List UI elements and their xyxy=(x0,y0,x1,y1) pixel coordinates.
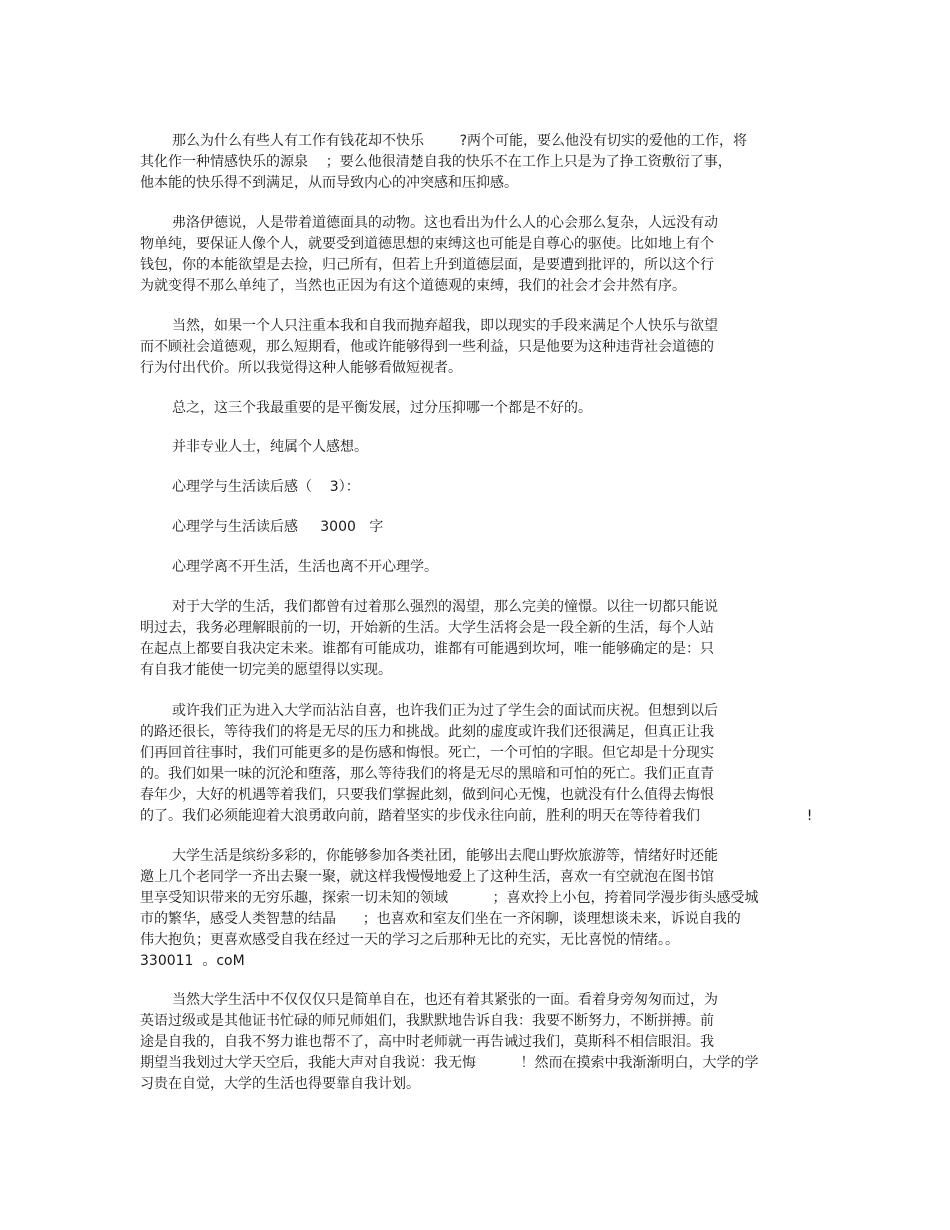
paragraph-9 xyxy=(140,597,800,681)
text-line: 心理学与生活读后感 3000 字 xyxy=(172,519,384,535)
text-line: 当然，如果一个人只注重本我和自我而抛弃超我，即以现实的手段来满足个人快乐与欲望 xyxy=(172,318,718,334)
paragraph-11 xyxy=(140,846,800,972)
paragraph-10 xyxy=(140,701,813,827)
text-line: 对于大学的生活，我们都曾有过着那么强烈的渴望，那么完美的憧憬。以往一切都只能说 xyxy=(172,599,718,615)
paragraph-4 xyxy=(140,398,800,419)
paragraph-3 xyxy=(140,316,800,379)
text-line: 途是自我的，自我不努力谁也帮不了，高中时老师就一再告诫过我们，莫斯科不相信眼泪。我 xyxy=(140,1034,714,1050)
text-line: 而不顾社会道德观，那么短期看，他或许能够得到一些利益，只是他要为这种违背社会道德的 xyxy=(140,339,714,355)
text-line: 心理学与生活读后感（ 3）： xyxy=(172,479,360,495)
text-line: 在起点上都要自我决定未来。谁都有可能成功，谁都有可能遇到坎坷，唯一能够确定的是：只 xyxy=(140,641,714,657)
text-line: 并非专业人士，纯属个人感想。 xyxy=(172,439,368,455)
text-line: 春年少，大好的机遇等着我们，只要我们掌握此刻，做到问心无愧，也就没有什么值得去悔恨 xyxy=(140,787,714,803)
text-line: 有自我才能使一切完美的愿望得以实现。 xyxy=(140,662,392,678)
text-line: 的。我们如果一味的沉沦和堕落，那么等待我们的将是无尽的黑暗和可怕的死亡。我们正直青 xyxy=(140,766,714,782)
text-line: 或许我们正为进入大学而沾沾自喜，也许我们正为过了学生会的面试而庆祝。但想到以后 xyxy=(172,703,718,719)
text-line: 明过去，我务必理解眼前的一切，开始新的生活。大学生活将会是一段全新的生活，每个人站 xyxy=(140,620,714,636)
text-line: 总之，这三个我最重要的是平衡发展，过分压抑哪一个都是不好的。 xyxy=(172,400,592,416)
text-line: 期望当我划过大学天空后，我能大声对自我说：我无悔 ！然而在摸索中我渐渐明白，大学的学 xyxy=(140,1055,759,1071)
text-line: 心理学离不开生活，生活也离不开心理学。 xyxy=(172,559,438,575)
text-line: 大学生活是缤纷多彩的，你能够参加各类社团，能够出去爬山野炊旅游等，情绪好时还能 xyxy=(172,848,718,864)
text-line: 的了。我们必须能迎着大浪勇敢向前，踏着坚实的步伐永往向前，胜利的明天在等待着我们 ! xyxy=(140,808,813,824)
text-line: 那么为什么有些人有工作有钱花却不快乐 ?两个可能，要么他没有切实的爱他的工作，将 xyxy=(172,133,748,149)
paragraph-1 xyxy=(140,131,800,194)
text-line: 弗洛伊德说，人是带着道德面具的动物。这也看出为什么人的心会那么复杂，人远没有动 xyxy=(172,215,718,231)
text-line: 钱包，你的本能欲望是去捡，归己所有，但若上升到道德层面，是要遭到批评的，所以这个行 xyxy=(140,257,714,273)
section-heading xyxy=(140,477,800,498)
paragraph-5 xyxy=(140,437,800,458)
paragraph-8 xyxy=(140,557,800,578)
text-line: 其化作一种情感快乐的源泉 ；要么他很清楚自我的快乐不在工作上只是为了挣工资敷衍了事， xyxy=(140,154,732,170)
text-line: 为就变得不那么单纯了，当然也正因为有这个道德观的束缚，我们的社会才会井然有序。 xyxy=(140,278,686,294)
text-line: 习贵在自觉，大学的生活也得要靠自我计划。 xyxy=(140,1076,420,1092)
paragraph-2 xyxy=(140,213,800,297)
text-line: 里享受知识带来的无穷乐趣，探索一切未知的领域 ；喜欢拎上小包，挎着同学漫步街头感受城 xyxy=(140,890,759,906)
text-line: 的路还很长，等待我们的将是无尽的压力和挑战。此刻的虚度或许我们还很满足，但真正让我 xyxy=(140,724,714,740)
text-line: 当然大学生活中不仅仅仅只是简单自在，也还有着其紧张的一面。看着身旁匆匆而过，为 xyxy=(172,992,718,1008)
text-line: 英语过级或是其他证书忙碌的师兄师姐们，我默默地告诉自我：我要不断努力，不断拼搏。前 xyxy=(140,1013,714,1029)
section-subheading xyxy=(140,517,800,538)
text-line: 伟大抱负；更喜欢感受自我在经过一天的学习之后那种无比的充实，无比喜悦的情绪。。 xyxy=(140,932,679,948)
text-line: 们再回首往事时，我们可能更多的是伤感和悔恨。死亡，一个可怕的字眼。但它却是十分现实 xyxy=(140,745,714,761)
text-line: 邀上几个老同学一齐出去聚一聚，就这样我慢慢地爱上了这种生活，喜欢一有空就泡在图书馆 xyxy=(140,869,714,885)
text-line: 市的繁华，感受人类智慧的结晶 ；也喜欢和室友们坐在一齐闲聊，谈理想谈未来，诉说自我的 xyxy=(140,911,741,927)
text-line: 他本能的快乐得不到满足，从而导致内心的冲突感和压抑感。 xyxy=(140,175,518,191)
text-line: 330011 。coM xyxy=(140,953,245,969)
paragraph-12 xyxy=(140,990,800,1095)
text-line: 物单纯，要保证人像个人，就要受到道德思想的束缚这也可能是自尊心的驱使。比如地上有个 xyxy=(140,236,714,252)
text-line: 行为付出代价。所以我觉得这种人能够看做短视者。 xyxy=(140,360,462,376)
